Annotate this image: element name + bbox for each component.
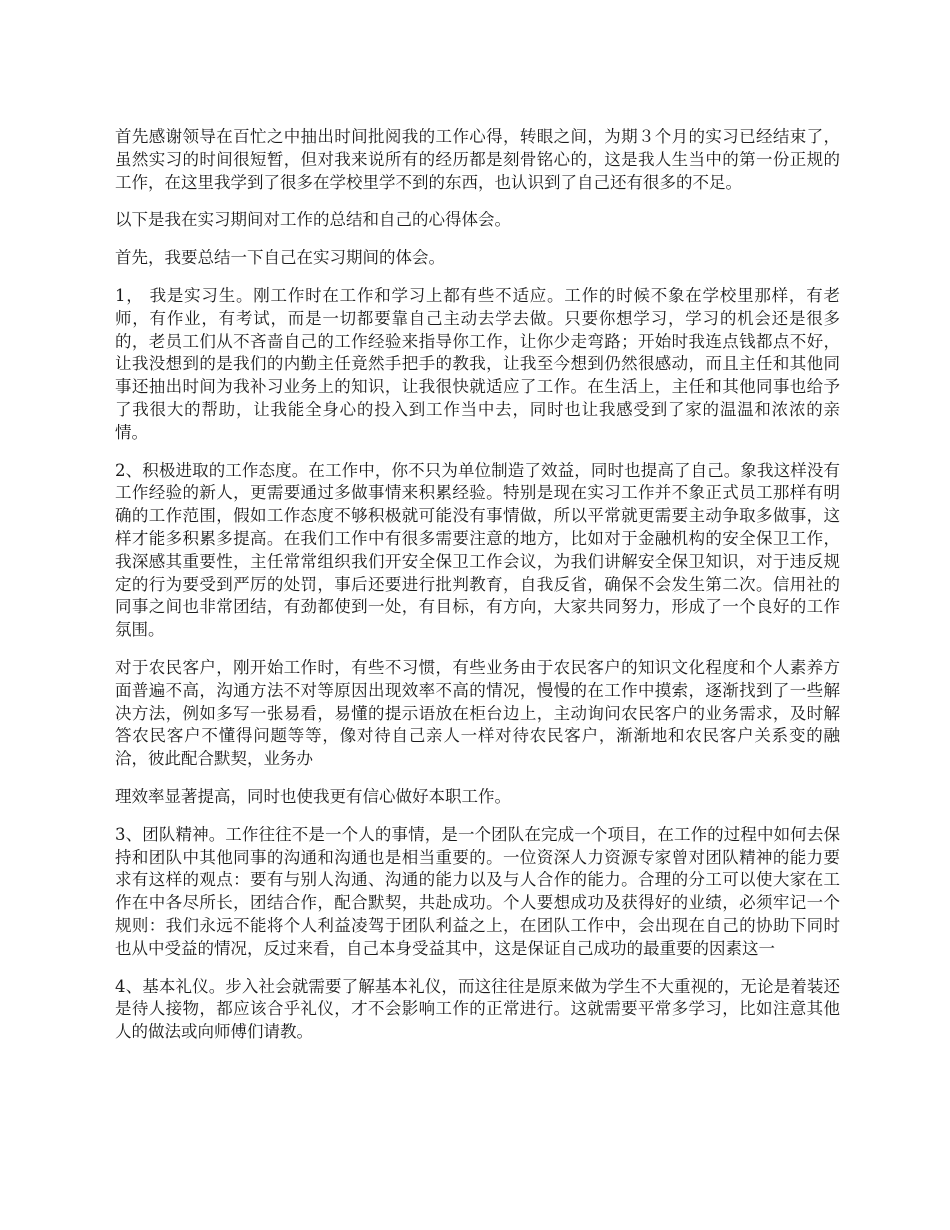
paragraph-farmer-clients: 对于农民客户，刚开始工作时，有些不习惯，有些业务由于农民客户的知识文化程度和个人素养方面普遍不高，沟通方法不对等原因出现效率不高的情况，慢慢的在工作中摸索，逐渐找到了一些解决方法，例如多写一张易看，易懂的提示语放在柜台边上，主动询问农民客户的业务需求，及时解答农民客户不懂得问题等等，像对待自己亲人一样对待农民客户，渐渐地和农民客户关系变的融洽，彼此配合默契，业务办 bbox=[115, 657, 840, 769]
paragraph-intro: 首先感谢领导在百忙之中抽出时间批阅我的工作心得，转眼之间，为期３个月的实习已经结束了，虽然实习的时间很短暂，但对我来说所有的经历都是刻骨铭心的，这是我人生当中的第一份正规的工作，在这里我学到了很多在学校里学不到的东西，也认识到了自己还有很多的不足。 bbox=[115, 127, 840, 192]
paragraph-point-3: 3、团队精神。工作往往不是一个人的事情，是一个团队在完成一个项目，在工作的过程中如何去保持和团队中其他同事的沟通和沟通也是相当重要的。一位资深人力资源专家曾对团队精神的能力要求有这样的观点：要有与别人沟通、沟通的能力以及与人合作的能力。合理的分工可以使大家在工作在中各尽所长，团结合作，配合默契，共赴成功。个人要想成功及获得好的业绩，必须牢记一个规则：我们永远不能将个人利益凌驾于团队利益之上，在团队工作中，会出现在自己的协助下同时也从中受益的情况，反过来看，自己本身受益其中，这是保证自己成功的最重要的因素这一 bbox=[115, 824, 840, 958]
paragraph-summary-lead: 以下是我在实习期间对工作的总结和自己的心得体会。 bbox=[115, 210, 511, 230]
paragraph-experience-lead: 首先，我要总结一下自己在实习期间的体会。 bbox=[115, 248, 445, 268]
paragraph-point-1: 1， 我是实习生。刚工作时在工作和学习上都有些不适应。工作的时候不象在学校里那样，有老师，有作业，有考试，而是一切都要靠自己主动去学去做。只要你想学习，学习的机会还是很多的，老员工们从不吝啬自己的工作经验来指导你工作，让你少走弯路；开始时我连点钱都点不好，让我没想到的是我们的内勤主任竟然手把手的教我，让我至今想到仍然很感动，而且主任和其他同事还抽出时间为我补习业务上的知识，让我很快就适应了工作。在生活上，主任和其他同事也给予了我很大的帮助，让我能全身心的投入到工作当中去，同时也让我感受到了家的温温和浓浓的亲情。 bbox=[115, 285, 840, 442]
paragraph-point-2: 2、积极进取的工作态度。在工作中，你不只为单位制造了效益，同时也提高了自己。象我这样没有工作经验的新人，更需要通过多做事情来积累经验。特别是现在实习工作并不象正式员工那样有明确的工作范围，假如工作态度不够积极就可能没有事情做，所以平常就更需要主动争取多做事，这样才能多积累多提高。在我们工作中有很多需要注意的地方，比如对于金融机构的安全保卫工作，我深感其重要性，主任常常组织我们开安全保卫工作会议，为我们讲解安全保卫知识，对于违反规定的行为要受到严厉的处罚，事后还要进行批判教育，自我反省，确保不会发生第二次。信用社的同事之间也非常团结，有劲都使到一处，有目标，有方向，大家共同努力，形成了一个良好的工作氛围。 bbox=[115, 460, 840, 640]
document-body bbox=[115, 126, 840, 1059]
paragraph-farmer-clients-cont: 理效率显著提高，同时也使我更有信心做好本职工作。 bbox=[115, 786, 511, 806]
paragraph-point-4: 4、基本礼仪。步入社会就需要了解基本礼仪，而这往往是原来做为学生不大重视的，无论是着装还是待人接物，都应该合乎礼仪，才不会影响工作的正常进行。这就需要平常多学习，比如注意其他人的做法或向师傅们请教。 bbox=[115, 976, 840, 1042]
